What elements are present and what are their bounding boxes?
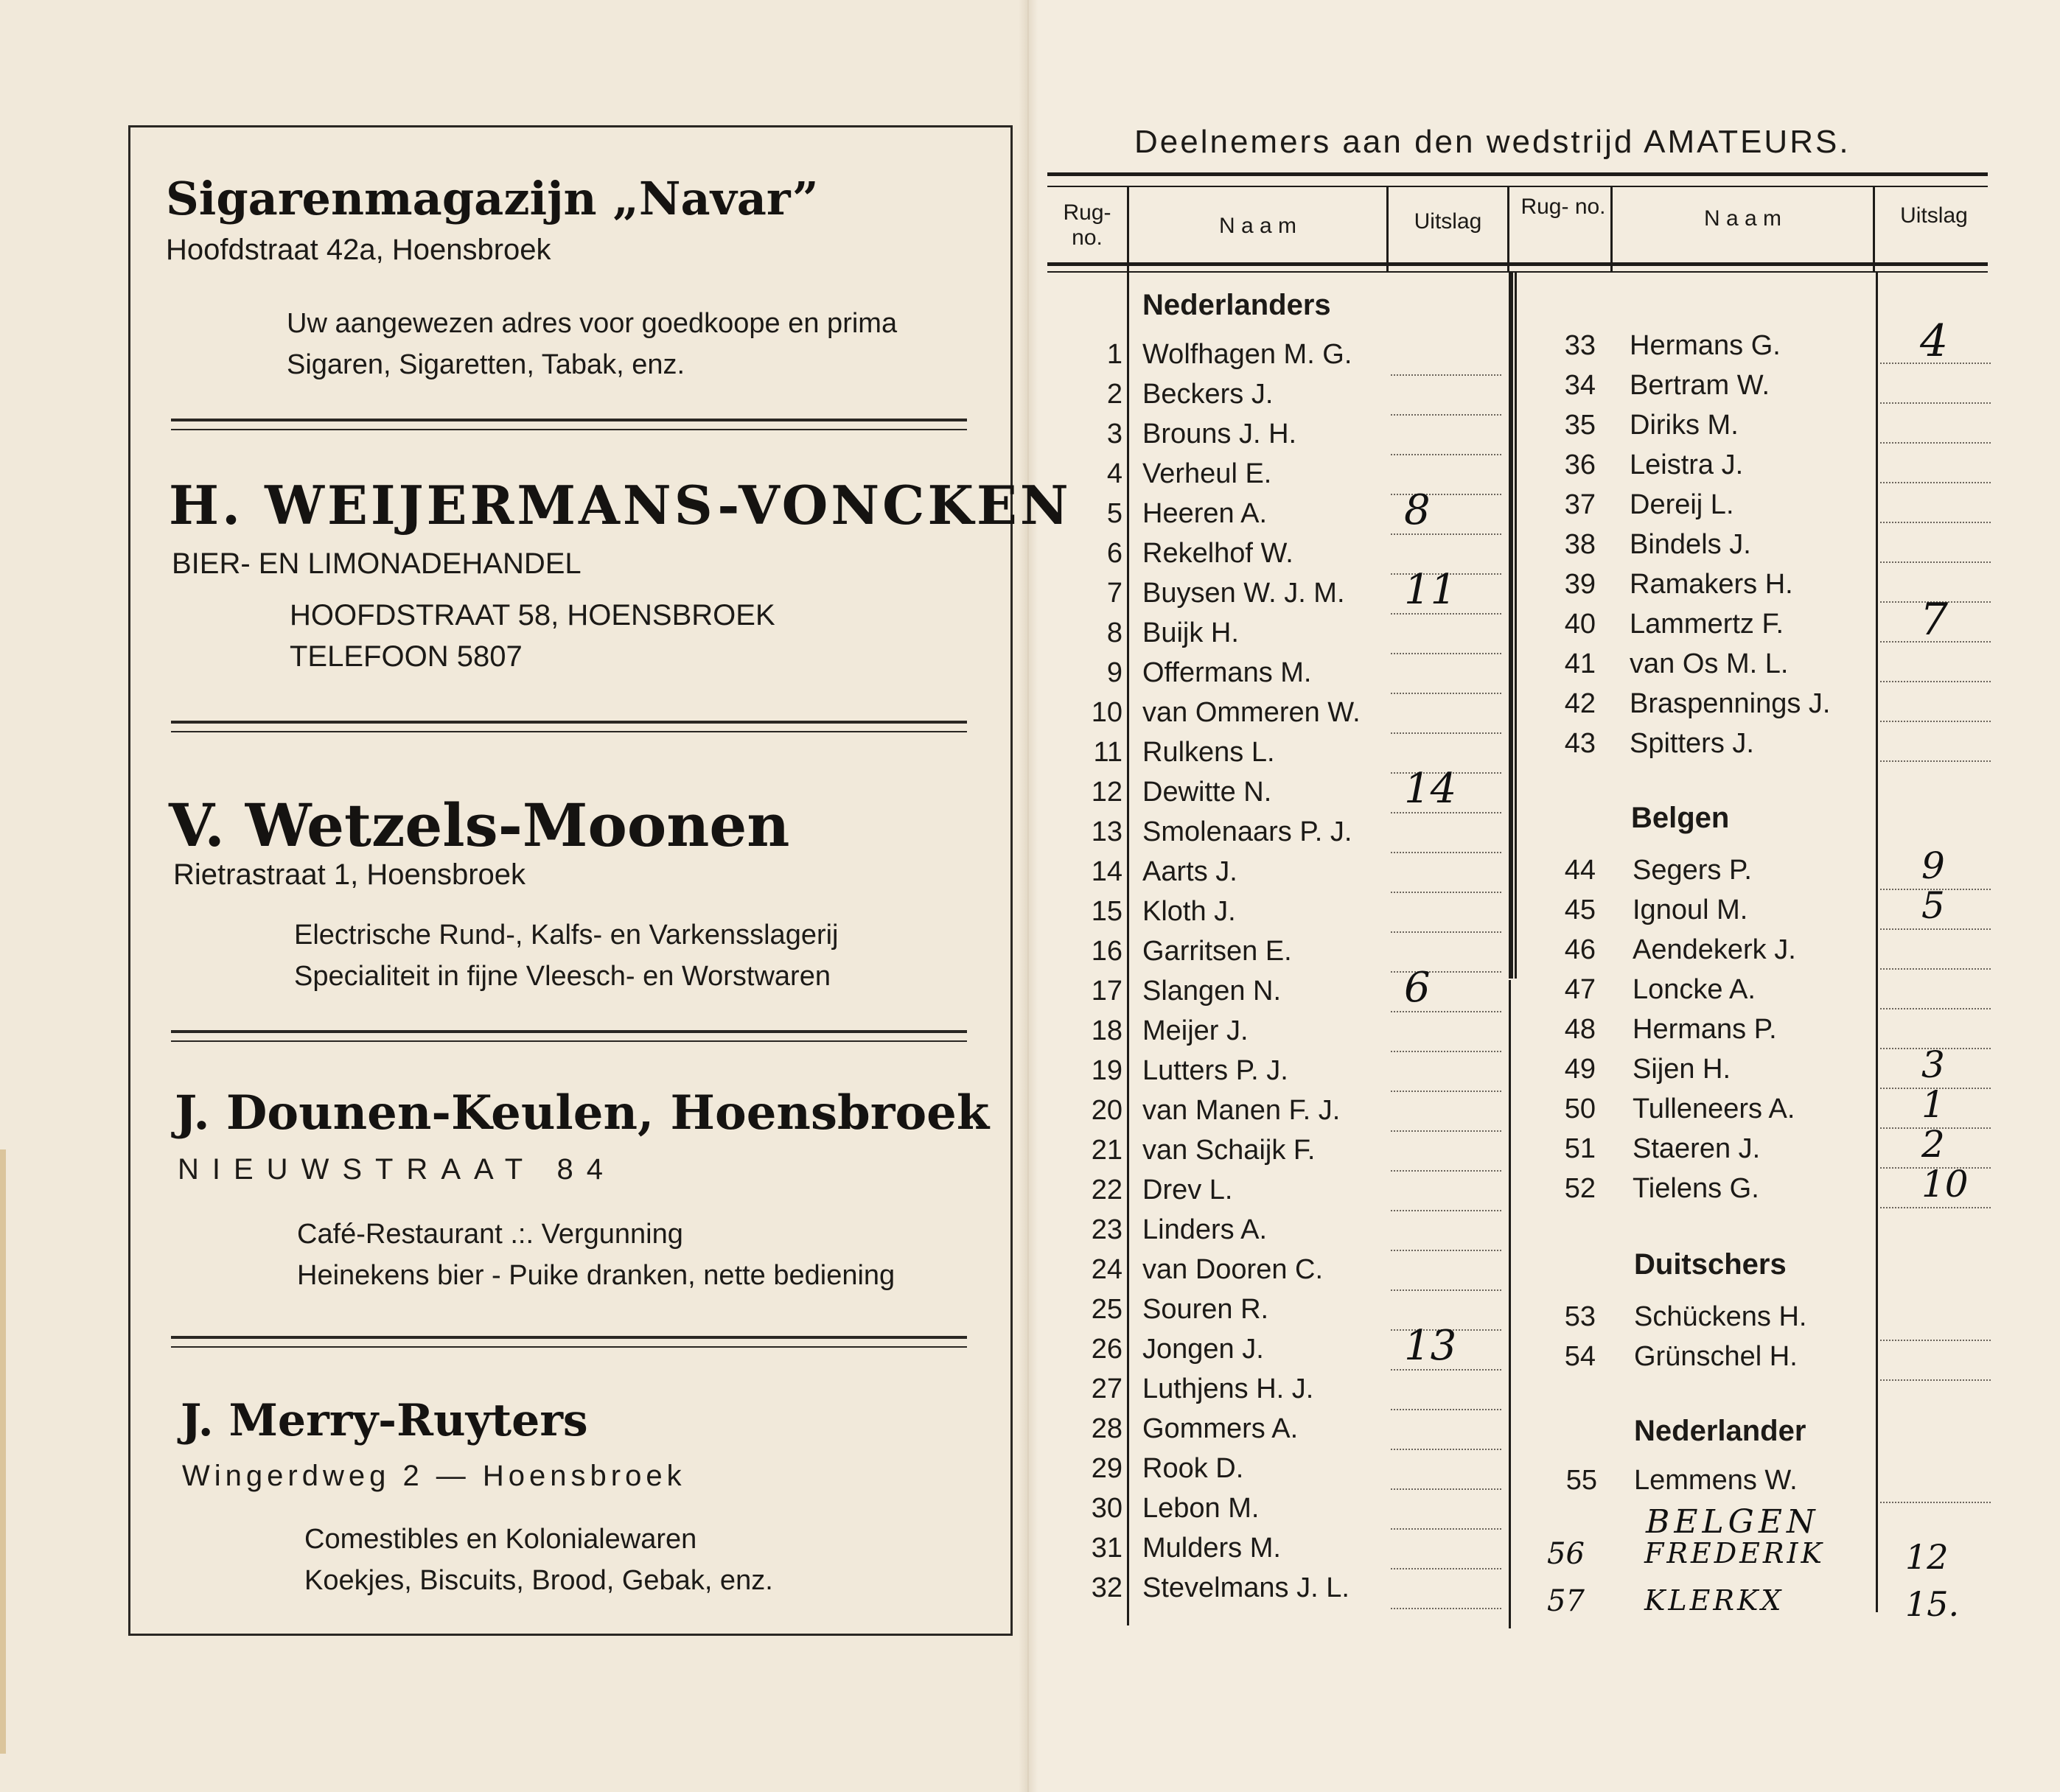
result-handwritten: 2 (1921, 1123, 1945, 1166)
rug-number: 15 (1091, 896, 1122, 927)
rug-number: 20 (1091, 1095, 1122, 1126)
rug-number: 22 (1091, 1175, 1122, 1205)
rug-number: 42 (1564, 688, 1596, 719)
column-rule (1127, 186, 1129, 1625)
participant-name: van Schaijk F. (1142, 1135, 1316, 1166)
rug-number: 26 (1091, 1334, 1122, 1365)
header-rug-no: Rug- no. (1063, 200, 1111, 250)
participant-name: Kloth J. (1142, 896, 1236, 927)
participant-name: Sijen H. (1633, 1054, 1731, 1085)
group-heading-duitschers: Duitschers (1634, 1248, 1787, 1281)
result-dotted-line (1880, 402, 1991, 404)
header-uitslag: Uitslag (1414, 209, 1482, 234)
ad-title: J. Dounen-Keulen, Hoensbroek (175, 1085, 990, 1141)
rug-number: 52 (1564, 1173, 1596, 1204)
result-dotted-line (1391, 653, 1501, 654)
result-handwritten: 7 (1920, 594, 1949, 645)
header-uitslag: Uitslag (1900, 203, 1968, 228)
ad-title: J. Merry-Ruyters (181, 1395, 588, 1446)
result-dotted-line (1391, 852, 1501, 853)
participant-name: Smolenaars P. J. (1142, 816, 1352, 847)
rug-number: 29 (1091, 1453, 1122, 1484)
ad-body-line: TELEFOON 5807 (290, 640, 523, 673)
result-dotted-line (1391, 693, 1501, 694)
rug-number: 6 (1106, 538, 1122, 569)
participant-name: Grünschel H. (1634, 1341, 1798, 1372)
rug-number: 17 (1091, 976, 1122, 1007)
result-dotted-line (1391, 1528, 1501, 1530)
result-dotted-line (1880, 760, 1991, 762)
table-top-rule (1047, 172, 1988, 176)
rug-number: 4 (1106, 458, 1122, 489)
result-dotted-line (1391, 1488, 1501, 1490)
result-dotted-line (1880, 522, 1991, 523)
ad-title: Sigarenmagazijn „Navar” (166, 172, 819, 225)
ad-body-line: Sigaren, Sigaretten, Tabak, enz. (287, 349, 685, 380)
participant-name: Tielens G. (1633, 1173, 1759, 1204)
divider-rule (171, 419, 967, 430)
rug-number: 40 (1564, 609, 1596, 640)
participant-name: Lebon M. (1142, 1493, 1260, 1524)
participant-name: Mulders M. (1142, 1533, 1281, 1564)
participant-name: Leistra J. (1630, 449, 1744, 480)
rug-number: 25 (1091, 1294, 1122, 1325)
ad-body-line: Comestibles en Kolonialewaren (304, 1524, 697, 1555)
rug-number: 48 (1564, 1014, 1596, 1045)
result-dotted-line (1391, 1130, 1501, 1132)
rug-number: 19 (1091, 1055, 1122, 1086)
participant-name: Hermans P. (1633, 1014, 1777, 1045)
participant-name: Linders A. (1142, 1214, 1267, 1245)
result-handwritten: 11 (1404, 566, 1457, 614)
participant-name: Schückens H. (1634, 1301, 1807, 1332)
rug-number: 49 (1564, 1054, 1596, 1085)
result-handwritten: 10 (1921, 1163, 1969, 1205)
header-bottom-rule (1047, 262, 1988, 266)
result-dotted-line (1880, 1207, 1991, 1208)
ad-address: Hoofdstraat 42a, Hoensbroek (166, 234, 551, 266)
ad-body-line: Café-Restaurant .:. Vergunning (297, 1219, 683, 1250)
page-edge-strip (0, 1149, 6, 1754)
participants-table (1028, 0, 2060, 1792)
group-heading-nederlander: Nederlander (1634, 1415, 1806, 1447)
participant-name: Segers P. (1633, 855, 1752, 886)
result-dotted-line (1391, 931, 1501, 933)
result-dotted-line (1880, 1008, 1991, 1009)
divider-rule (171, 1030, 967, 1042)
participant-name: van Os M. L. (1630, 648, 1789, 679)
result-dotted-line (1880, 442, 1991, 444)
result-dotted-line (1391, 1568, 1501, 1569)
ad-body-line: Uw aangewezen adres voor goedkoope en prima (287, 308, 898, 339)
participant-name: Spitters J. (1630, 728, 1754, 759)
result-dotted-line (1880, 928, 1991, 930)
participant-name: Lammertz F. (1630, 609, 1784, 640)
result-dotted-line (1391, 1170, 1501, 1172)
result-dotted-line (1880, 681, 1991, 682)
result-handwritten: 3 (1921, 1043, 1945, 1086)
ad-address: Rietrastraat 1, Hoensbroek (173, 858, 526, 891)
center-double-rule (1509, 271, 1513, 979)
rug-number: 44 (1564, 855, 1596, 886)
rug-number: 14 (1091, 856, 1122, 887)
participant-name: Drev L. (1142, 1175, 1233, 1205)
result-handwritten: 9 (1921, 844, 1945, 887)
participant-name: Garritsen E. (1142, 936, 1292, 967)
participant-name: Buysen W. J. M. (1142, 578, 1345, 609)
participant-name: Souren R. (1142, 1294, 1269, 1325)
rug-number: 43 (1564, 728, 1596, 759)
participant-name: Aendekerk J. (1633, 934, 1796, 965)
rug-number: 16 (1091, 936, 1122, 967)
participant-name: Bertram W. (1630, 370, 1770, 401)
result-dotted-line (1880, 561, 1991, 563)
rug-number: 37 (1564, 489, 1596, 520)
result-handwritten: 14 (1404, 765, 1457, 813)
result-dotted-line (1391, 454, 1501, 455)
group-heading-belgen: Belgen (1631, 802, 1730, 834)
rug-number: 53 (1564, 1301, 1596, 1332)
header-naam: N a a m (1218, 214, 1297, 238)
participant-name: Diriks M. (1630, 410, 1739, 441)
participant-name: Offermans M. (1142, 657, 1312, 688)
result-handwritten: 4 (1920, 315, 1949, 367)
result-dotted-line (1391, 414, 1501, 416)
result-dotted-line (1391, 1449, 1501, 1450)
participant-name: van Manen F. J. (1142, 1095, 1341, 1126)
ad-address: NIEUWSTRAAT 84 (178, 1153, 617, 1186)
participant-name: Braspennings J. (1630, 688, 1831, 719)
divider-rule (171, 721, 967, 732)
result-handwritten: 1 (1921, 1083, 1945, 1126)
handwritten-heading: BELGEN (1646, 1503, 1820, 1541)
rug-number: 23 (1091, 1214, 1122, 1245)
rug-number: 51 (1564, 1133, 1596, 1164)
participant-name: Beckers J. (1142, 379, 1274, 410)
participant-name: Luthjens H. J. (1142, 1373, 1314, 1404)
ad-body-line: Specialiteit in fijne Vleesch- en Worstwaren (294, 961, 831, 992)
rug-number: 45 (1564, 895, 1596, 925)
table-title: Deelnemers aan den wedstrijd AMATEURS. (1134, 124, 1851, 160)
rug-number: 8 (1106, 617, 1122, 648)
result-dotted-line (1880, 1340, 1991, 1341)
ad-body-line: Koekjes, Biscuits, Brood, Gebak, enz. (304, 1565, 773, 1596)
result-dotted-line (1391, 374, 1501, 376)
participant-name: Jongen J. (1142, 1334, 1264, 1365)
rug-number: 33 (1564, 330, 1596, 361)
column-rule (1873, 186, 1875, 271)
rug-number: 11 (1093, 737, 1122, 768)
rug-number: 34 (1564, 370, 1596, 401)
column-rule (1507, 186, 1509, 271)
participant-name: Loncke A. (1633, 974, 1756, 1005)
rug-number: 50 (1564, 1093, 1596, 1124)
participant-name: Ramakers H. (1630, 569, 1793, 600)
participant-name: van Ommeren W. (1142, 697, 1361, 728)
participant-name: Dereij L. (1630, 489, 1734, 520)
result-handwritten: 13 (1404, 1322, 1457, 1370)
rug-number: 54 (1564, 1341, 1596, 1372)
participant-name: Ignoul M. (1633, 895, 1748, 925)
participant-name: Dewitte N. (1142, 777, 1272, 808)
ad-title: H. WEIJERMANS-VONCKEN (169, 474, 1072, 536)
participant-name: Rook D. (1142, 1453, 1244, 1484)
participant-name: Lutters P. J. (1142, 1055, 1288, 1086)
rug-number: 36 (1564, 449, 1596, 480)
result-handwritten: 6 (1404, 964, 1431, 1012)
participant-name: Aarts J. (1142, 856, 1237, 887)
rug-number: 5 (1106, 498, 1122, 529)
participant-name: Heeren A. (1142, 498, 1267, 529)
header-bottom-rule-thin (1047, 271, 1988, 273)
participant-name: Tulleneers A. (1633, 1093, 1795, 1124)
rug-number: 32 (1091, 1572, 1122, 1603)
participant-name: Rulkens L. (1142, 737, 1275, 768)
participant-name: Gommers A. (1142, 1413, 1299, 1444)
rug-number: 55 (1565, 1465, 1597, 1496)
result-handwritten: 12 (1905, 1537, 1949, 1577)
rug-number: 12 (1091, 777, 1122, 808)
participant-name: Rekelhof W. (1142, 538, 1293, 569)
ad-body-line: HOOFDSTRAAT 58, HOENSBROEK (290, 599, 775, 631)
column-rule (1876, 271, 1878, 1612)
participant-name: Hermans G. (1630, 330, 1781, 361)
participant-name: Brouns J. H. (1142, 419, 1297, 449)
participant-name: Lemmens W. (1634, 1465, 1798, 1496)
participant-name: Meijer J. (1142, 1015, 1249, 1046)
participant-name: Verheul E. (1142, 458, 1272, 489)
result-dotted-line (1391, 1091, 1501, 1092)
rug-number: 1 (1106, 339, 1122, 370)
result-dotted-line (1391, 1608, 1501, 1609)
rug-number: 47 (1564, 974, 1596, 1005)
rug-number: 9 (1106, 657, 1122, 688)
rug-number: 30 (1091, 1493, 1122, 1524)
participant-name-handwritten: KLERKX (1644, 1584, 1784, 1617)
result-dotted-line (1391, 892, 1501, 893)
result-handwritten: 15. (1905, 1584, 1960, 1624)
header-naam: N a a m (1703, 206, 1782, 231)
center-rule (1509, 980, 1511, 1628)
advertisement-frame (128, 125, 1072, 1636)
result-dotted-line (1391, 1051, 1501, 1052)
ad-subtitle: BIER- EN LIMONADEHANDEL (172, 547, 582, 580)
result-handwritten: 5 (1921, 884, 1945, 927)
result-handwritten: 8 (1404, 486, 1431, 534)
participant-name: van Dooren C. (1142, 1254, 1324, 1285)
ad-address: Wingerdweg 2 — Hoensbroek (182, 1460, 686, 1492)
ad-body-line: Electrische Rund-, Kalfs- en Varkensslagerij (294, 920, 839, 951)
participant-name: Staeren J. (1633, 1133, 1761, 1164)
center-double-rule (1515, 271, 1517, 979)
rug-number: 46 (1564, 934, 1596, 965)
rug-number: 18 (1091, 1015, 1122, 1046)
rug-number: 24 (1091, 1254, 1122, 1285)
result-dotted-line (1391, 1250, 1501, 1251)
ad-title: V. Wetzels-Moonen (169, 791, 790, 860)
ad-body-line: Heinekens bier - Puike dranken, nette bediening (297, 1260, 895, 1291)
result-dotted-line (1880, 968, 1991, 970)
result-dotted-line (1391, 732, 1501, 734)
rug-number: 10 (1091, 697, 1122, 728)
participant-name: Stevelmans J. L. (1142, 1572, 1350, 1603)
rug-number-handwritten: 56 (1547, 1537, 1585, 1571)
participant-name: Buijk H. (1142, 617, 1239, 648)
rug-number: 38 (1564, 529, 1596, 560)
participant-name: Slangen N. (1142, 976, 1282, 1007)
rug-number: 41 (1564, 648, 1596, 679)
rug-number: 35 (1564, 410, 1596, 441)
rug-number: 7 (1106, 578, 1122, 609)
result-dotted-line (1880, 721, 1991, 722)
header-top-rule (1047, 186, 1988, 187)
participant-name-handwritten: FREDERIK (1644, 1537, 1825, 1569)
result-dotted-line (1880, 1502, 1991, 1503)
result-dotted-line (1880, 482, 1991, 483)
result-dotted-line (1391, 1289, 1501, 1291)
result-dotted-line (1391, 1409, 1501, 1410)
rug-number: 39 (1564, 569, 1596, 600)
result-dotted-line (1880, 1379, 1991, 1381)
participant-name: Wolfhagen M. G. (1142, 339, 1352, 370)
rug-number: 31 (1091, 1533, 1122, 1564)
rug-number-handwritten: 57 (1547, 1584, 1585, 1618)
rug-number: 28 (1091, 1413, 1122, 1444)
rug-number: 2 (1106, 379, 1122, 410)
header-rug-no: Rug- no. (1520, 195, 1606, 219)
group-heading-nederlanders: Nederlanders (1142, 289, 1331, 321)
rug-number: 21 (1091, 1135, 1122, 1166)
rug-number: 27 (1091, 1373, 1122, 1404)
result-dotted-line (1391, 1210, 1501, 1211)
rug-number: 13 (1091, 816, 1122, 847)
rug-number: 3 (1106, 419, 1122, 449)
participant-name: Bindels J. (1630, 529, 1751, 560)
divider-rule (171, 1336, 967, 1348)
